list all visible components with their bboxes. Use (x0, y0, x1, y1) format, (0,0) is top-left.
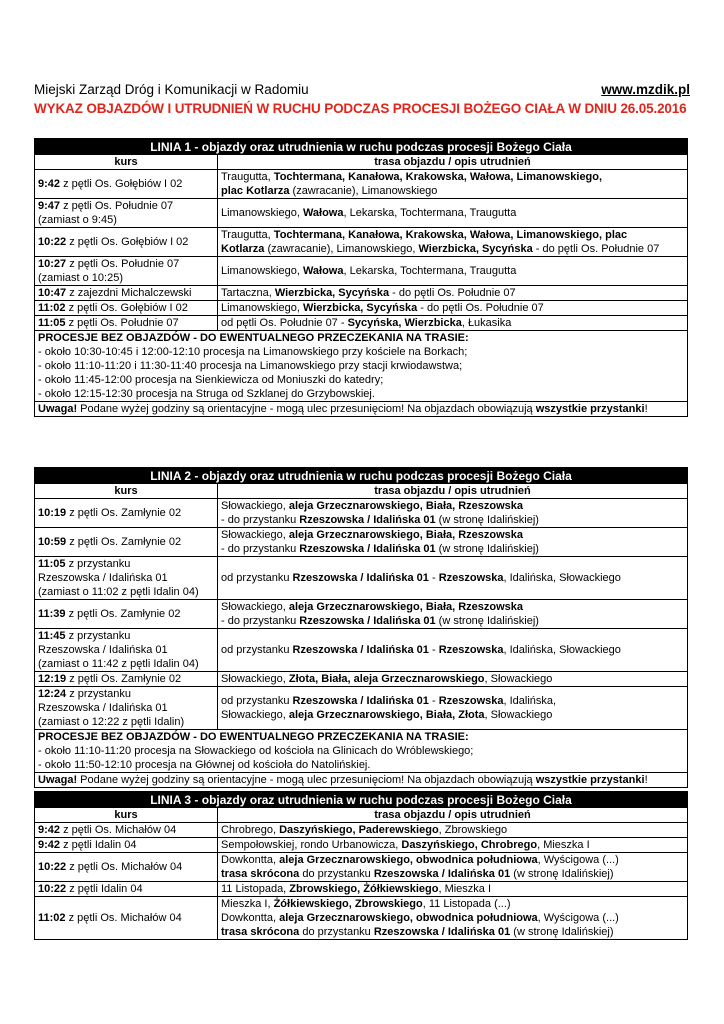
bold-text: Wałowa (302, 265, 344, 277)
bold-text: Złota, Biała, aleja Grzecznarowskiego (288, 673, 485, 685)
bold-text: Wierzbicka, Sycyńska (302, 302, 418, 314)
bold-text: 11:05 (38, 317, 66, 329)
bold-text: Sycyńska, Wierzbicka (347, 317, 462, 329)
kurs-cell: 9:42 z pętli Os. Gołębiów I 02 (35, 170, 218, 199)
bold-text: 10:19 (38, 507, 67, 519)
column-header-row (35, 808, 688, 823)
bold-text: Rzeszowska / Idalińska 01 (299, 514, 436, 526)
document-title: WYKAZ OBJAZDÓW I UTRUDNIEŃ W RUCHU PODCZAS PROCESJI BOŻEGO CIAŁA W DNIU 26.05.2016 (34, 101, 687, 116)
kurs-cell: 11:05 z pętli Os. Południe 07 (35, 316, 218, 331)
notes-row (35, 730, 688, 773)
bold-text: 10:22 (38, 883, 67, 895)
kurs-cell: 9:47 z pętli Os. Południe 07 (zamiast o 9:45) (35, 199, 218, 228)
bold-text: 9:42 (38, 178, 61, 190)
website-link[interactable]: www.mzdik.pl (601, 82, 690, 97)
column-header-trasa: trasa objazdu / opis utrudnień (218, 155, 688, 170)
bold-text: Daszyńskiego, Paderewskiego (279, 824, 439, 836)
trasa-cell: Dowkontta, aleja Grzecznarowskiego, obwodnica południowa, Wyścigowa (...) trasa skrócona do przystanku Rzeszowska / Idalińska 01 (w stronę Idalińskiej) (218, 853, 688, 882)
table-title-row (35, 468, 688, 484)
column-header-kurs: kurs (35, 484, 218, 499)
table-row (35, 853, 688, 882)
trasa-cell: Limanowskiego, Wałowa, Lekarska, Tochtermana, Traugutta (218, 257, 688, 286)
trasa-cell: Traugutta, Tochtermana, Kanałowa, Krakowska, Wałowa, Limanowskiego, plac Kotlarza (zawracanie), Limanowskiego (218, 170, 688, 199)
table-row (35, 286, 688, 301)
kurs-cell: 10:27 z pętli Os. Południe 07 (zamiast o 10:25) (35, 257, 218, 286)
kurs-cell: 11:45 z przystanku Rzeszowska / Idalińska 01 (zamiast o 11:42 z pętli Idalin 04) (35, 629, 218, 672)
trasa-cell: Traugutta, Tochtermana, Kanałowa, Krakowska, Wałowa, Limanowskiego, plac Kotlarza (zawracanie), Limanowskiego, Wierzbicka, Sycyńska - do pętli Os. Południe 07 (218, 228, 688, 257)
trasa-cell: Mieszka I, Żółkiewskiego, Zbrowskiego, 11 Listopada (...) Dowkontta, aleja Grzecznarowskiego, obwodnica południowa, Wyścigowa (...) trasa skrócona do przystanku Rzeszowska / Idalińska 01 (w stronę Idalińskiej) (218, 897, 688, 940)
bold-text: trasa skrócona (221, 926, 300, 938)
trasa-cell: Tartaczna, Wierzbicka, Sycyńska - do pętli Os. Południe 07 (218, 286, 688, 301)
trasa-cell: od przystanku Rzeszowska / Idalińska 01 - Rzeszowska, Idalińska, Słowackiego, aleja Grzecznarowskiego, Biała, Złota, Słowackiego (218, 687, 688, 730)
bold-text: Kotlarza (221, 243, 265, 255)
bold-text: Wierzbicka, Sycyńska (274, 287, 390, 299)
column-header-kurs: kurs (35, 155, 218, 170)
table-title-row (35, 792, 688, 808)
notes-cell (35, 331, 688, 402)
table-row (35, 629, 688, 672)
warning-label: Uwaga! (38, 774, 78, 786)
table-row (35, 687, 688, 730)
trasa-cell: Limanowskiego, Wałowa, Lekarska, Tochtermana, Traugutta (218, 199, 688, 228)
kurs-cell: 10:59 z pętli Os. Zamłynie 02 (35, 528, 218, 557)
table-row (35, 672, 688, 687)
table-row (35, 499, 688, 528)
warning-label: Uwaga! (38, 403, 78, 415)
bold-text: aleja Grzecznarowskiego, Biała, Złota (288, 709, 485, 721)
bold-text: 10:22 (38, 236, 67, 248)
note-item: - około 11:10-11:20 i 11:30-11:40 procesja na Limanowskiego przy stacji krwiodawstwa; (38, 360, 463, 372)
kurs-cell: 10:22 z pętli Idalin 04 (35, 882, 218, 897)
trasa-cell: od przystanku Rzeszowska / Idalińska 01 - Rzeszowska, Idalińska, Słowackiego (218, 557, 688, 600)
table-row (35, 199, 688, 228)
warning-end: ! (644, 403, 648, 415)
table-title: LINIA 2 - objazdy oraz utrudnienia w ruchu podczas procesji Bożego Ciała (35, 468, 688, 484)
note-item: - około 11:45-12:00 procesja na Sienkiewicza od Moniuszki do katedry; (38, 374, 384, 386)
warning-text: Podane wyżej godziny są orientacyjne - mogą ulec przesunięciom! Na objazdach obowiązują (77, 774, 536, 786)
trasa-cell: Sempołowskiej, rondo Urbanowicza, Daszyńskiego, Chrobrego, Mieszka I (218, 838, 688, 853)
notes-cell (35, 730, 688, 773)
warning-row (35, 773, 688, 788)
bold-text: 11:02 (38, 912, 66, 924)
table-row (35, 838, 688, 853)
bold-text: Tochtermana, Kanałowa, Krakowska, Wałowa, Limanowskiego, plac (273, 229, 628, 241)
note-item: - około 11:50-12:10 procesja na Głównej od kościoła do Natolińskiej. (38, 759, 371, 771)
warning-bold: wszystkie przystanki (535, 403, 645, 415)
bold-text: 10:22 (38, 861, 67, 873)
trasa-cell: od pętli Os. Południe 07 - Sycyńska, Wierzbicka, Łukasika (218, 316, 688, 331)
bold-text: Rzeszowska (438, 644, 504, 656)
bold-text: Rzeszowska / Idalińska 01 (299, 615, 436, 627)
bold-text: Tochtermana, Kanałowa, Krakowska, Wałowa, Limanowskiego, (273, 171, 603, 183)
table-row (35, 882, 688, 897)
table-row (35, 897, 688, 940)
table-row (35, 316, 688, 331)
bold-text: Wierzbicka, Sycyńska (418, 243, 533, 255)
bold-text: 9:42 (38, 839, 61, 851)
line-3-table (34, 791, 688, 940)
bold-text: aleja Grzecznarowskiego, Biała, Rzeszowska (288, 529, 524, 541)
kurs-cell: 9:42 z pętli Idalin 04 (35, 838, 218, 853)
warning-bold: wszystkie przystanki (535, 774, 645, 786)
table-row (35, 257, 688, 286)
table-title-row (35, 139, 688, 155)
bold-text: Wałowa (302, 207, 344, 219)
bold-text: trasa skrócona (221, 868, 300, 880)
bold-text: aleja Grzecznarowskiego, obwodnica południowa (279, 854, 538, 866)
warning-end: ! (644, 774, 648, 786)
trasa-cell: Słowackiego, aleja Grzecznarowskiego, Biała, Rzeszowska - do przystanku Rzeszowska / Idalińska 01 (w stronę Idalińskiej) (218, 499, 688, 528)
table-row (35, 823, 688, 838)
bold-text: 12:19 (38, 673, 67, 685)
bold-text: 10:27 (38, 258, 67, 270)
bold-text: aleja Grzecznarowskiego, Biała, Rzeszowska (288, 500, 524, 512)
bold-text: Daszyńskiego, Chrobrego (401, 839, 538, 851)
notes-row (35, 331, 688, 402)
bold-text: aleja Grzecznarowskiego, Biała, Rzeszowska (288, 601, 524, 613)
column-header-trasa: trasa objazdu / opis utrudnień (218, 484, 688, 499)
kurs-cell: 10:47 z zajezdni Michalczewski (35, 286, 218, 301)
kurs-cell: 11:05 z przystanku Rzeszowska / Idalińska 01 (zamiast o 11:02 z pętli Idalin 04) (35, 557, 218, 600)
trasa-cell: Chrobrego, Daszyńskiego, Paderewskiego, Zbrowskiego (218, 823, 688, 838)
kurs-cell: 12:24 z przystanku Rzeszowska / Idalińska 01 (zamiast o 12:22 z pętli Idalin) (35, 687, 218, 730)
column-header-row (35, 155, 688, 170)
bold-text: Rzeszowska / Idalińska 01 (373, 926, 511, 938)
warning-row (35, 402, 688, 417)
trasa-cell: Słowackiego, Złota, Biała, aleja Grzecznarowskiego, Słowackiego (218, 672, 688, 687)
trasa-cell: Słowackiego, aleja Grzecznarowskiego, Biała, Rzeszowska - do przystanku Rzeszowska / Idalińska 01 (w stronę Idalińskiej) (218, 600, 688, 629)
bold-text: Zbrowskiego, Żółkiewskiego (289, 883, 439, 895)
kurs-cell: 12:19 z pętli Os. Zamłynie 02 (35, 672, 218, 687)
bold-text: 9:47 (38, 200, 61, 212)
kurs-cell: 10:22 z pętli Os. Gołębiów I 02 (35, 228, 218, 257)
table-row (35, 557, 688, 600)
column-header-row (35, 484, 688, 499)
organization-name: Miejski Zarząd Dróg i Komunikacji w Radomiu (34, 82, 309, 97)
kurs-cell: 10:22 z pętli Os. Michałów 04 (35, 853, 218, 882)
bold-text: Rzeszowska / Idalińska 01 (373, 868, 511, 880)
detour-table (34, 791, 688, 940)
bold-text: 10:47 (38, 287, 67, 299)
warning-cell (35, 402, 688, 417)
bold-text: plac Kotlarza (221, 185, 290, 197)
bold-text: 10:59 (38, 536, 67, 548)
bold-text: 11:39 (38, 608, 66, 620)
kurs-cell: 11:02 z pętli Os. Gołębiów I 02 (35, 301, 218, 316)
notes-title: PROCESJE BEZ OBJAZDÓW - DO EWENTUALNEGO PRZECZEKANIA NA TRASIE: (38, 332, 469, 344)
table-row (35, 528, 688, 557)
table-title: LINIA 3 - objazdy oraz utrudnienia w ruchu podczas procesji Bożego Ciała (35, 792, 688, 808)
table-row (35, 228, 688, 257)
warning-cell (35, 773, 688, 788)
kurs-cell: 11:02 z pętli Os. Michałów 04 (35, 897, 218, 940)
table-row (35, 301, 688, 316)
detour-table (34, 138, 688, 417)
warning-text: Podane wyżej godziny są orientacyjne - mogą ulec przesunięciom! Na objazdach obowiązują (77, 403, 536, 415)
bold-text: aleja Grzecznarowskiego, obwodnica południowa (279, 912, 538, 924)
kurs-cell: 11:39 z pętli Os. Zamłynie 02 (35, 600, 218, 629)
bold-text: 12:24 (38, 688, 67, 700)
trasa-cell: od przystanku Rzeszowska / Idalińska 01 - Rzeszowska, Idalińska, Słowackiego (218, 629, 688, 672)
column-header-trasa: trasa objazdu / opis utrudnień (218, 808, 688, 823)
trasa-cell: Limanowskiego, Wierzbicka, Sycyńska - do pętli Os. Południe 07 (218, 301, 688, 316)
bold-text: 11:45 (38, 630, 66, 642)
table-title: LINIA 1 - objazdy oraz utrudnienia w ruchu podczas procesji Bożego Ciała (35, 139, 688, 155)
header-row (34, 82, 690, 97)
bold-text: Rzeszowska / Idalińska 01 (292, 644, 429, 656)
trasa-cell: Słowackiego, aleja Grzecznarowskiego, Biała, Rzeszowska - do przystanku Rzeszowska / Idalińska 01 (w stronę Idalińskiej) (218, 528, 688, 557)
kurs-cell: 10:19 z pętli Os. Zamłynie 02 (35, 499, 218, 528)
line-2-table (34, 467, 688, 788)
bold-text: Rzeszowska / Idalińska 01 (299, 543, 436, 555)
note-item: - około 11:10-11:20 procesja na Słowackiego od kościoła na Glinicach do Wróblewskiego; (38, 745, 474, 757)
bold-text: Rzeszowska (438, 695, 504, 707)
kurs-cell: 9:42 z pętli Os. Michałów 04 (35, 823, 218, 838)
table-row (35, 170, 688, 199)
bold-text: 9:42 (38, 824, 61, 836)
column-header-kurs: kurs (35, 808, 218, 823)
bold-text: Rzeszowska / Idalińska 01 (292, 572, 429, 584)
detour-table (34, 467, 688, 788)
bold-text: Żółkiewskiego, Zbrowskiego (273, 898, 423, 910)
note-item: - około 10:30-10:45 i 12:00-12:10 procesja na Limanowskiego przy kościele na Borkach; (38, 346, 468, 358)
bold-text: Rzeszowska (438, 572, 504, 584)
bold-text: 11:02 (38, 302, 66, 314)
notes-title: PROCESJE BEZ OBJAZDÓW - DO EWENTUALNEGO PRZECZEKANIA NA TRASIE: (38, 731, 469, 743)
trasa-cell: 11 Listopada, Zbrowskiego, Żółkiewskiego, Mieszka I (218, 882, 688, 897)
line-1-table (34, 138, 688, 417)
note-item: - około 12:15-12:30 procesja na Struga od Szklanej do Grzybowskiej. (38, 388, 375, 400)
bold-text: Rzeszowska / Idalińska 01 (292, 695, 429, 707)
bold-text: 11:05 (38, 558, 66, 570)
table-row (35, 600, 688, 629)
